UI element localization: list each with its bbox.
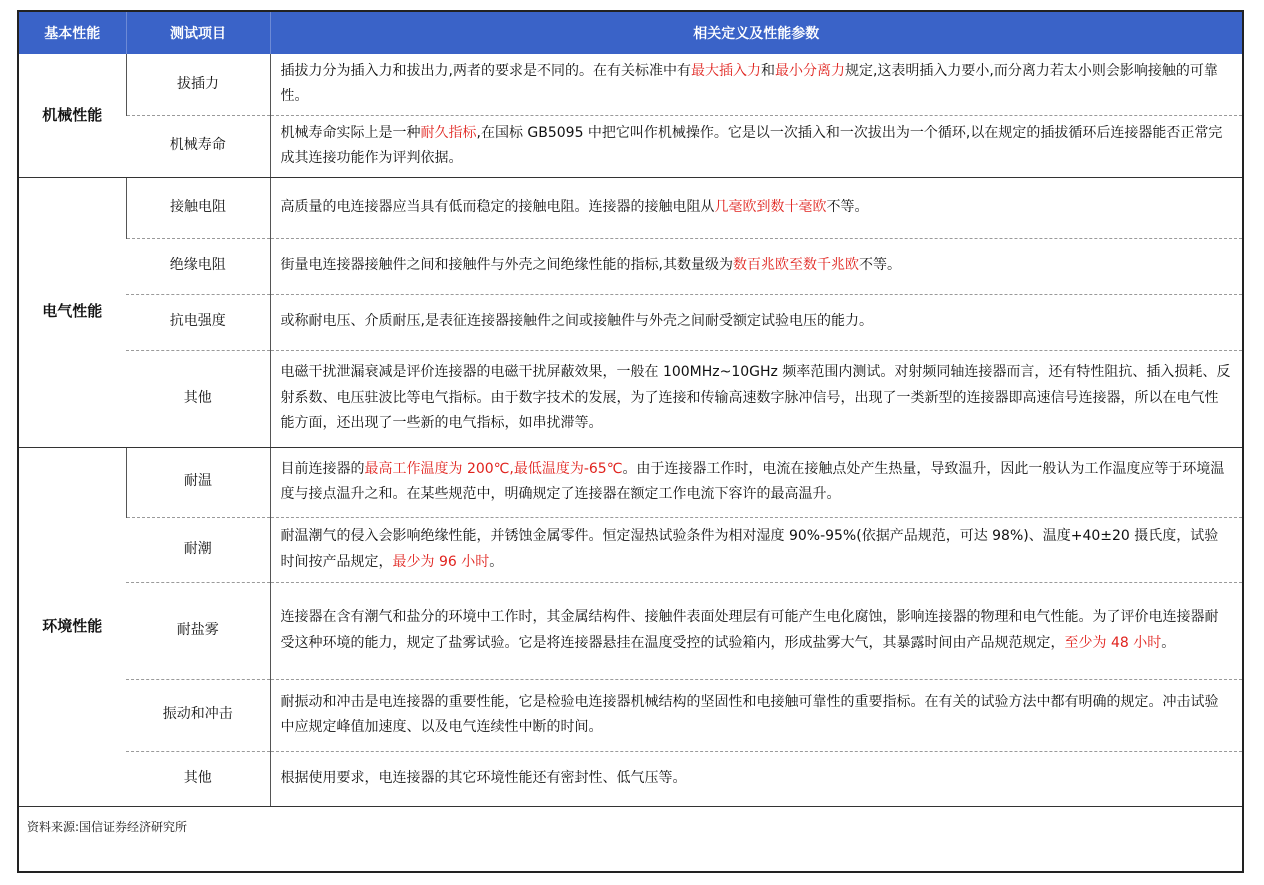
highlight-text: 最高工作温度为 200℃,最低温度为-65℃: [364, 460, 623, 477]
highlight-text: 数百兆欧至数千兆欧: [732, 257, 859, 274]
definition-text: 不等。: [858, 257, 901, 274]
highlight-text: 几毫欧到数十毫欧: [714, 198, 827, 215]
definition-text: 插拔力分为插入力和拔出力,两者的要求是不同的。在有关标准中有: [280, 62, 691, 79]
definition-text: 根据使用要求，电连接器的其它环境性能还有密封性、低气压等。: [280, 769, 687, 786]
definition-text: 。: [1161, 634, 1176, 651]
definition-text: 不等。: [826, 198, 869, 215]
definition-text: 。: [489, 553, 504, 570]
definition-cell: [270, 679, 1242, 751]
definition-cell: [270, 54, 1242, 115]
definition-text: 机械寿命实际上是一种: [280, 124, 421, 141]
test-item-cell: 耐潮: [126, 517, 270, 582]
highlight-text: 最大插入力: [690, 62, 761, 79]
definition-text: 耐振动和冲击是电连接器的重要性能，它是检验电连接器机械结构的坚固性和电接触可靠性的重要指标。在有关的试验方法中都有明确的规定。冲击试验中应规定峰值加速度、以及电气连续性中断的时间。: [280, 693, 1219, 735]
table-row: [19, 517, 1242, 582]
definition-cell: [270, 350, 1242, 447]
performance-table: [19, 12, 1242, 850]
category-cell: 机械性能: [19, 54, 126, 177]
definition-cell: [270, 115, 1242, 177]
header-test-item: 测试项目: [126, 12, 270, 54]
performance-table-frame: [17, 10, 1244, 873]
table-row: [19, 294, 1242, 350]
definition-cell: [270, 447, 1242, 517]
definition-text: 规定,这表明插入力要小,而分离力若太小则会影响接触的可靠性。: [280, 62, 1218, 105]
definition-text: 。由于连接器工作时，电流在接触点处产生热量，导致温升，因此一般认为工作温度应等于环境温度与接点温升之和。在某些规范中，明确规定了连接器在额定工作电流下容许的最高温升。: [280, 460, 1225, 502]
header-row: [19, 12, 1242, 54]
table-row: [19, 115, 1242, 177]
table-row: [19, 177, 1242, 238]
definition-cell: [270, 582, 1242, 679]
test-item-cell: 耐盐雾: [126, 582, 270, 679]
highlight-text: 最小分离力: [774, 62, 845, 79]
table-row: [19, 350, 1242, 447]
table-row: [19, 679, 1242, 751]
test-item-cell: 拔插力: [126, 54, 270, 115]
test-item-cell: 其他: [126, 350, 270, 447]
test-item-cell: 抗电强度: [126, 294, 270, 350]
table-row: [19, 582, 1242, 679]
definition-text: 耐温潮气的侵入会影响绝缘性能，并锈蚀金属零件。恒定湿热试验条件为相对湿度 90%-95%(依据产品规范，可达 98%)、温度+40±20 摄氏度，试验时间按产品规定，: [280, 528, 1219, 570]
source-note: 资料来源:国信证券经济研究所: [27, 820, 188, 835]
table-row: [19, 447, 1242, 517]
test-item-cell: 振动和冲击: [126, 679, 270, 751]
definition-text: ,在国标 GB5095 中把它叫作机械操作。它是以一次插入和一次拔出为一个循环,以在规定的插拔循环后连接器能否正常完成其连接功能作为评判依据。: [280, 124, 1223, 166]
table-row: [19, 238, 1242, 294]
definition-text: 电磁干扰泄漏衰减是评价连接器的电磁干扰屏蔽效果，一般在 100MHz~10GHz 频率范围内测试。对射频同轴连接器而言，还有特性阻抗、插入损耗、反射系数、电压驻波比等电气指标。由于数字技术的发展，为了连接和传输高速数字脉冲信号，出现了一类新型的连接器即高速信号连接器，所以在电气性能方面，还出现了一些新的电气指标，如串扰滞等。: [280, 364, 1231, 432]
definition-cell: [270, 751, 1242, 806]
category-cell: 环境性能: [19, 447, 126, 806]
table-row: [19, 54, 1242, 115]
highlight-text: 耐久指标: [420, 124, 477, 141]
definition-cell: [270, 177, 1242, 238]
highlight-text: 最少为 96 小时: [392, 553, 490, 570]
source-row: [19, 806, 1242, 850]
test-item-cell: 其他: [126, 751, 270, 806]
header-definition: 相关定义及性能参数: [270, 12, 1242, 54]
test-item-cell: 机械寿命: [126, 115, 270, 177]
definition-text: 高质量的电连接器应当具有低而稳定的接触电阻。连接器的接触电阻从: [280, 198, 715, 215]
definition-text: 连接器在含有潮气和盐分的环境中工作时，其金属结构件、接触件表面处理层有可能产生电化腐蚀，影响连接器的物理和电气性能。为了评价电连接器耐受这种环境的能力，规定了盐雾试验。它是将连接器悬挂在温度受控的试验箱内，形成盐雾大气，其暴露时间由产品规范规定，: [280, 609, 1219, 651]
definition-cell: [270, 238, 1242, 294]
definition-text: 目前连接器的: [280, 460, 365, 477]
table-row: [19, 751, 1242, 806]
test-item-cell: 耐温: [126, 447, 270, 517]
definition-cell: [270, 294, 1242, 350]
definition-text: 或称耐电压、介质耐压,是表征连接器接触件之间或接触件与外壳之间耐受额定试验电压的能力。: [280, 313, 873, 330]
table-body: [19, 54, 1242, 806]
header-basic-performance: 基本性能: [19, 12, 126, 54]
highlight-text: 至少为 48 小时: [1064, 634, 1162, 651]
test-item-cell: 接触电阻: [126, 177, 270, 238]
definition-cell: [270, 517, 1242, 582]
test-item-cell: 绝缘电阻: [126, 238, 270, 294]
definition-text: 和: [760, 62, 775, 79]
category-cell: 电气性能: [19, 177, 126, 447]
definition-text: 街量电连接器接触件之间和接触件与外壳之间绝缘性能的指标,其数量级为: [280, 257, 733, 274]
